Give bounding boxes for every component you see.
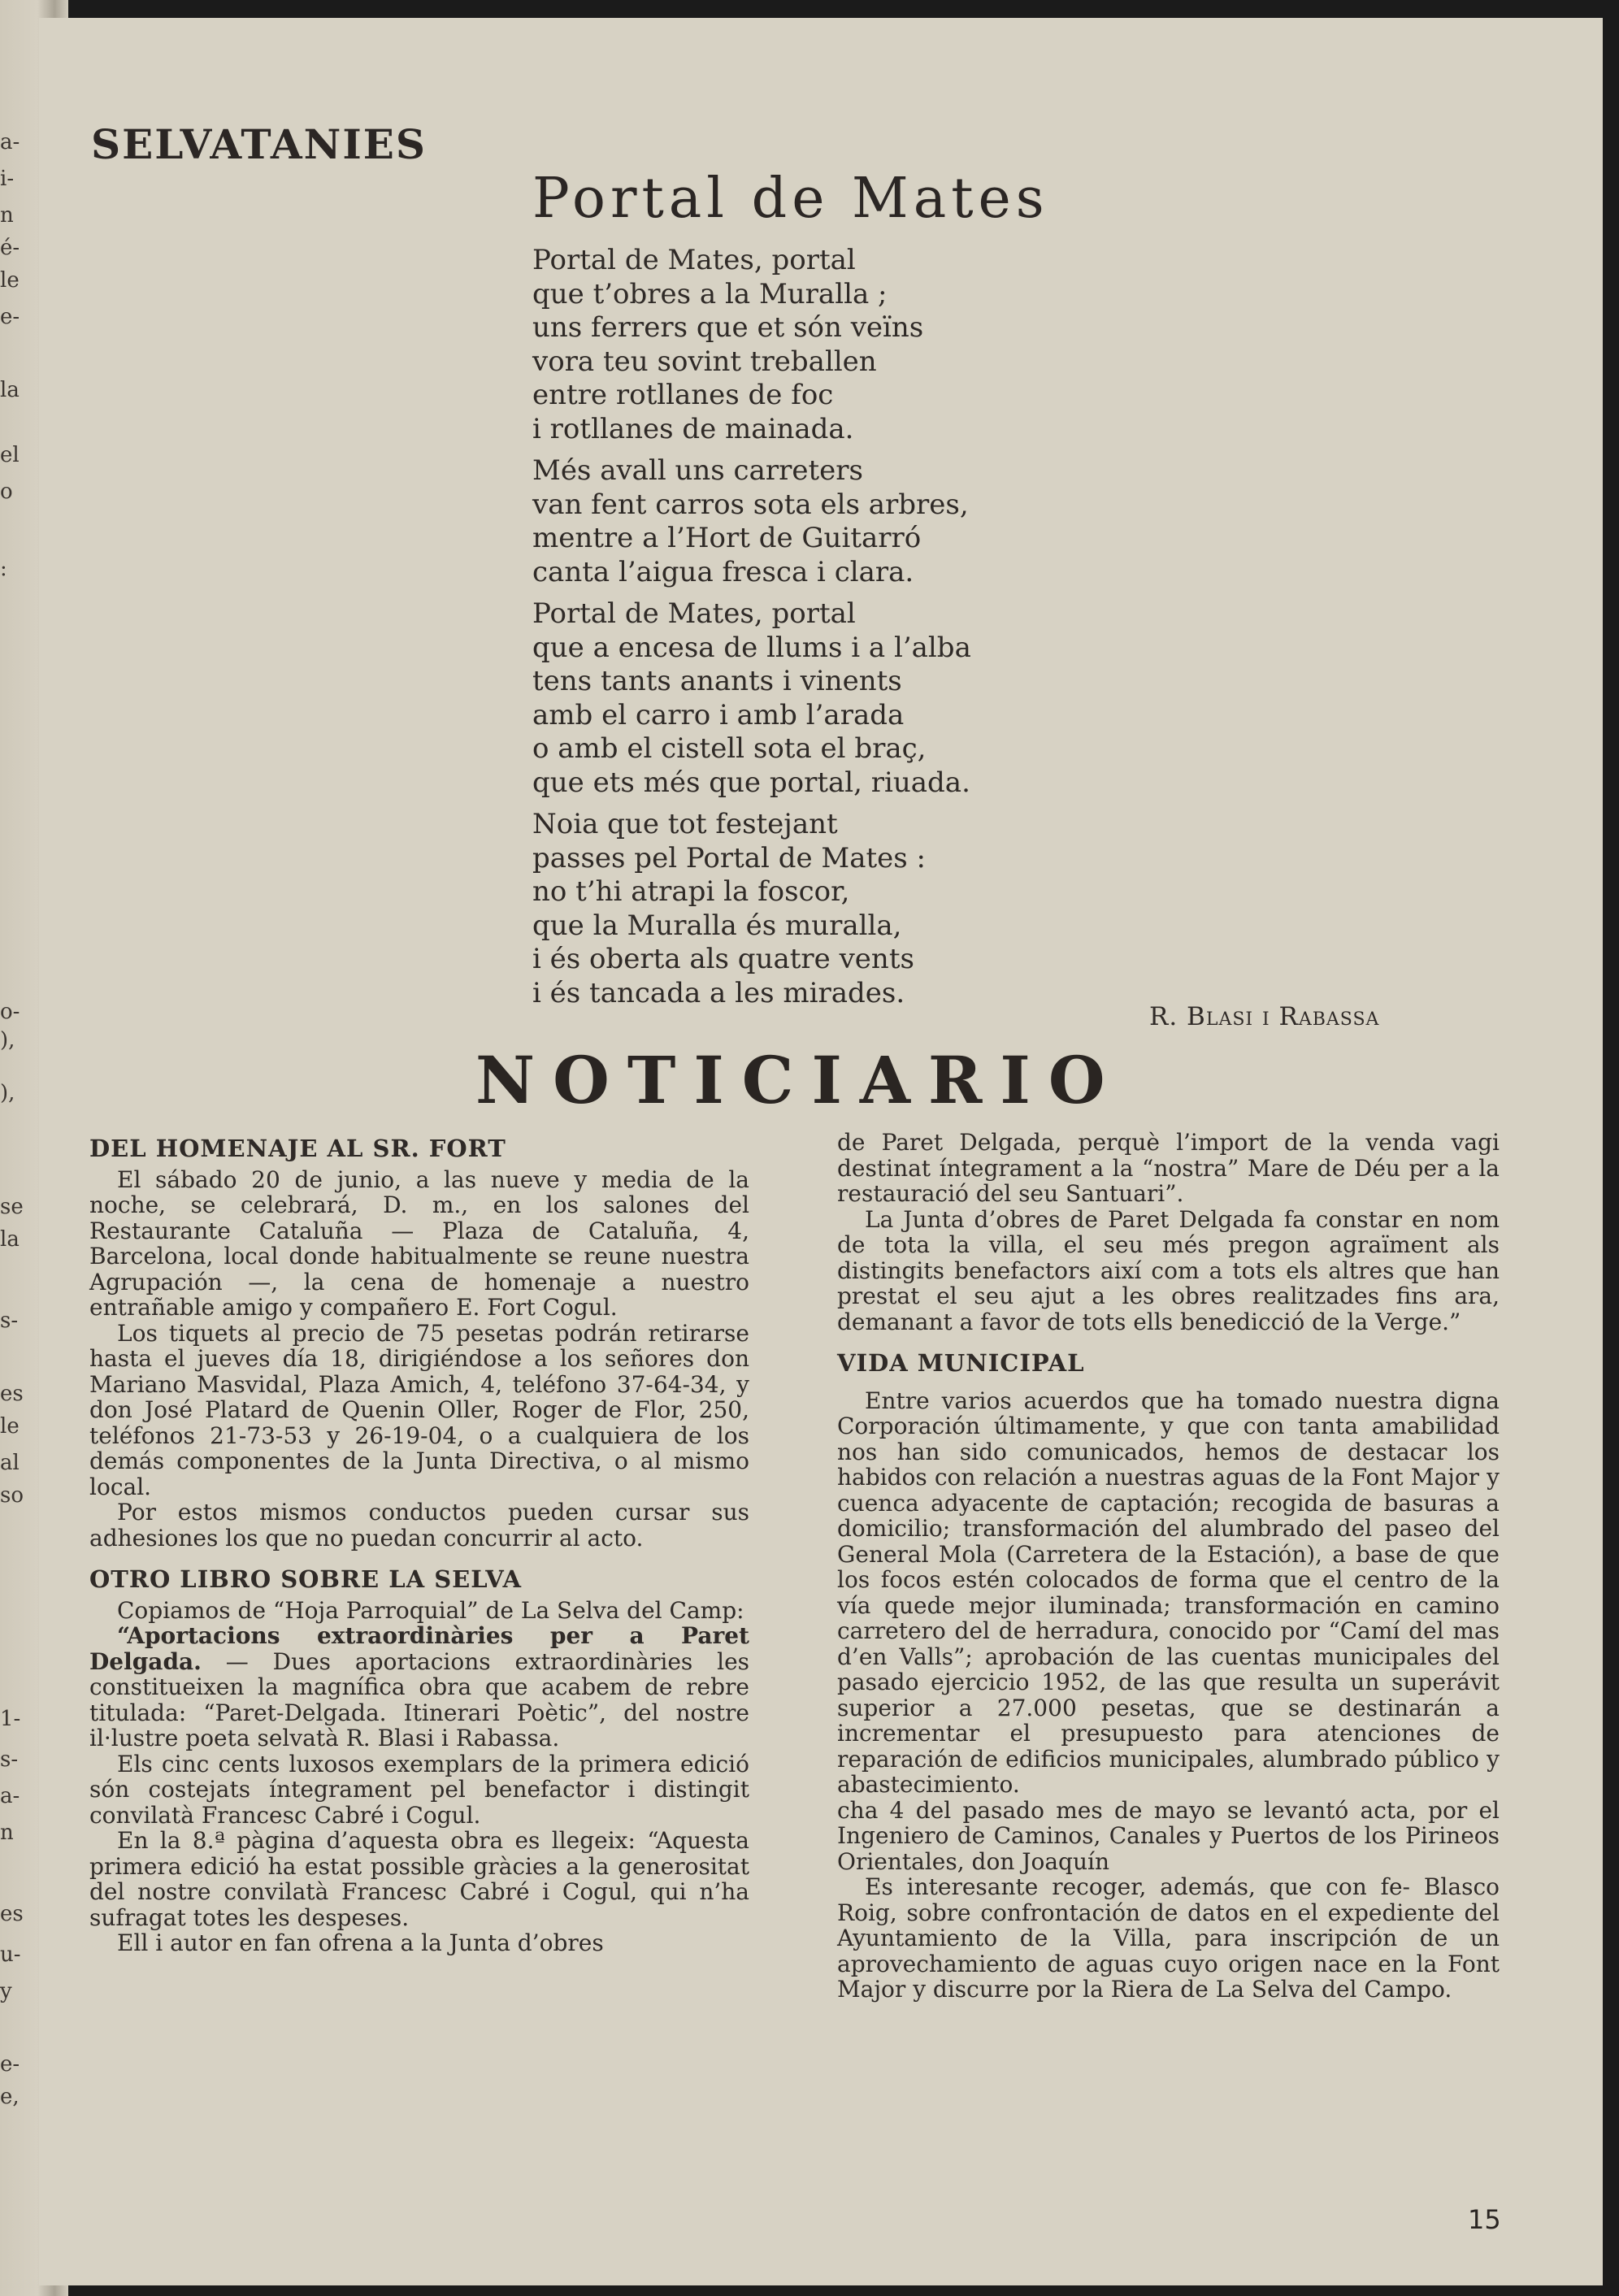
poem-title: Portal de Mates [532, 167, 1049, 231]
article-paragraph: de Paret Delgada, perquè l’import de la venda vagi destinat íntegrament a la “nostra” Mare de Déu per a la restauració del seu Santuari”. [837, 1129, 1500, 1207]
poem-author: R. Blasi i Rabassa [1149, 1002, 1380, 1031]
poem-line: que t’obres a la Muralla ; [532, 277, 888, 310]
poem-line: Portal de Mates, portal [532, 597, 856, 630]
poem-line: que a encesa de llums i a l’alba [532, 631, 971, 664]
poem-line: amb el carro i amb l’arada [532, 698, 905, 731]
poem-stanza [532, 244, 1101, 446]
article-text: — Dues aportacions extraordinàries les constitueixen la magnífica obra que acabem de rebre titulada: “Paret-Delgada. Itinerari Poètic”, del nostre il·lustre poeta selvatà R. Blasi i Rabassa. [89, 1647, 750, 1751]
article-paragraph: Entre varios acuerdos que ha tomado nuestra digna Corporación últimamente, y que con tanta amabilidad nos han sido comunicados, hemos de destacar los habidos con relación a nuestras aguas de la Font Major y cuenca adyacente de captación; recogida de basuras a domicilio; transformación del alumbrado del paseo del General Mola (Carretera de la Estación), a base de que los focos estén colocados de forma que el centro de la vía quede mejor iluminada; transformación en camino carretero del de herradura, conocido por “Camí del mas d’en Valls”; aprobación de las cuentas municipales del pasado ejercicio 1952, de las que resulta un superávit superior a 27.000 pesetas, que se destinarán a incrementar el presupuesto para atenciones de reparación de edificios municipales, alumbrado público y abastecimiento. [837, 1387, 1500, 1798]
poem-line: o amb el cistell sota el braç, [532, 732, 927, 765]
poem-line: i rotllanes de mainada. [532, 412, 854, 445]
article-paragraph: Es interesante recoger, además, que con fe- Blasco Roig, sobre confrontación de datos en el expediente del Ayuntamiento de la Villa, para inscripción de un aprovechamiento de aguas cuyo origen nace en la Font Major y discurre por la Riera de La Selva del Campo. [837, 1873, 1500, 2003]
margin-fragment: le [0, 1414, 20, 1439]
poem-line: Noia que tot festejant [532, 808, 838, 840]
margin-fragment: se [0, 1195, 24, 1219]
article-paragraph: Els cinc cents luxosos exemplars de la primera edició són costejats íntegrament pel benefactor i distingit convilatà Francesc Cabré i Cogul. [89, 1750, 749, 1829]
article-paragraph: La Junta d’obres de Paret Delgada fa constar en nom de tota la villa, el seu més pregon agraïment als distingits benefactors així com a tots els altres que han prestat el seu ajut a les obres realitzades fins ara, demanant a favor de tots ells benedicció de la Verge.” [837, 1205, 1500, 1335]
article-bold-lead: “Aportacions extraordinàries per a Paret Delgada. [89, 1622, 749, 1675]
margin-fragment: la [0, 1227, 20, 1252]
poem-line: Més avall uns carreters [532, 454, 863, 487]
poem-line: canta l’aigua fresca i clara. [532, 555, 914, 588]
poem-line: no t’hi atrapi la foscor, [532, 875, 850, 908]
poem-stanza [532, 454, 1101, 589]
article-paragraph: Por estos mismos conductos pueden cursar sus adhesiones los que no puedan concurrir al acto. [89, 1499, 749, 1552]
margin-fragment: o [0, 480, 13, 504]
news-column-left [89, 1136, 749, 1956]
margin-fragment: s- [0, 1747, 19, 1772]
margin-fragment: n [0, 1821, 14, 1845]
poem-line: i és oberta als quatre vents [532, 943, 914, 975]
poem-line: vora teu sovint treballen [532, 345, 877, 378]
article-paragraph: Los tiquets al precio de 75 pesetas podrán retirarse hasta el jueves día 18, dirigiéndose a los señores don Mariano Masvidal, Plaza Amich, 4, teléfono 37-64-34, y don José Platard de Quenin Oller, Roger de Flor, 250, teléfonos 21-73-53 y 26-19-04, o a cualquiera de los demás componentes de la Junta Directiva, o al mismo local. [89, 1319, 749, 1500]
poem-line: passes pel Portal de Mates : [532, 841, 926, 875]
poem-stanza [532, 597, 1101, 800]
margin-fragment: la [0, 378, 20, 402]
poem-line: Portal de Mates, portal [532, 244, 856, 276]
poem-line: tens tants anants i vinents [532, 665, 902, 697]
margin-fragment: a- [0, 1784, 20, 1808]
margin-fragment: e- [0, 305, 20, 329]
noticiario-heading: NOTICIARIO [475, 1042, 1123, 1118]
margin-fragment: i- [0, 167, 15, 191]
poem-line: que ets més que portal, riuada. [532, 766, 970, 799]
margin-fragment: el [0, 443, 20, 467]
page-number: 15 [1468, 2204, 1501, 2235]
poem-line: entre rotllanes de foc [532, 379, 834, 411]
article-paragraph [89, 1623, 749, 1751]
poem-body [532, 244, 1101, 1018]
margin-fragment: al [0, 1451, 20, 1475]
poem-line: mentre a l’Hort de Guitarró [532, 522, 922, 554]
margin-fragment: e- [0, 2052, 20, 2077]
margin-fragment: n [0, 203, 14, 228]
news-column-right [837, 1130, 1500, 2003]
article-paragraph: Ell i autor en fan ofrena a la Junta d’obres [117, 1929, 604, 1956]
margin-fragment: so [0, 1483, 24, 1508]
margin-fragment: es [0, 1902, 24, 1926]
margin-fragment: é- [0, 236, 20, 260]
margin-fragment: o- [0, 1000, 20, 1024]
section-label: SELVATANIES [91, 120, 427, 168]
margin-fragment: a- [0, 130, 20, 154]
article-heading: VIDA MUNICIPAL [837, 1349, 1085, 1377]
article-paragraph: El sábado 20 de junio, a las nueve y media de la noche, se celebrará, D. m., en los salones del Restaurante Cataluña — Plaza de Cataluña, 4, Barcelona, local donde habitualmente se reune nuestra Agrupación —, la cena de homenaje a nuestro entrañable amigo y compañero E. Fort Cogul. [89, 1165, 749, 1321]
poem-line: van fent carros sota els arbres, [532, 488, 969, 521]
margin-fragment: ), [0, 1081, 15, 1105]
article-heading: OTRO LIBRO SOBRE LA SELVA [89, 1565, 522, 1593]
article-paragraph: Copiamos de “Hoja Parroquial” de La Selva del Camp: [117, 1596, 744, 1624]
margin-fragment: le [0, 268, 20, 293]
poem-line: i és tancada a les mirades. [532, 976, 905, 1009]
poem-line: uns ferrers que et són veïns [532, 311, 924, 344]
margin-fragment: : [0, 557, 7, 581]
margin-fragment: 1- [0, 1707, 21, 1731]
article-heading: DEL HOMENAJE AL SR. FORT [89, 1135, 506, 1162]
margin-fragment: ), [0, 1028, 15, 1053]
poem-line: que la Muralla és muralla, [532, 909, 902, 942]
margin-fragment: es [0, 1382, 24, 1406]
poem-stanza [532, 808, 1101, 1010]
article-paragraph: En la 8.ª pàgina d’aquesta obra es llegeix: “Aquesta primera edició ha estat possible gràcies a la generositat del nostre convilatà Francesc Cabré i Cogul, qui n’ha sufragat totes les despeses. [89, 1827, 749, 1931]
margin-fragment: y [0, 1979, 12, 2003]
margin-fragment: e, [0, 2085, 20, 2109]
margin-fragment: s- [0, 1309, 19, 1333]
margin-fragment: u- [0, 1942, 21, 1967]
article-paragraph: cha 4 del pasado mes de mayo se levantó acta, por el Ingeniero de Caminos, Canales y Puertos de los Pirineos Orientales, don Joaquín [837, 1796, 1500, 1875]
